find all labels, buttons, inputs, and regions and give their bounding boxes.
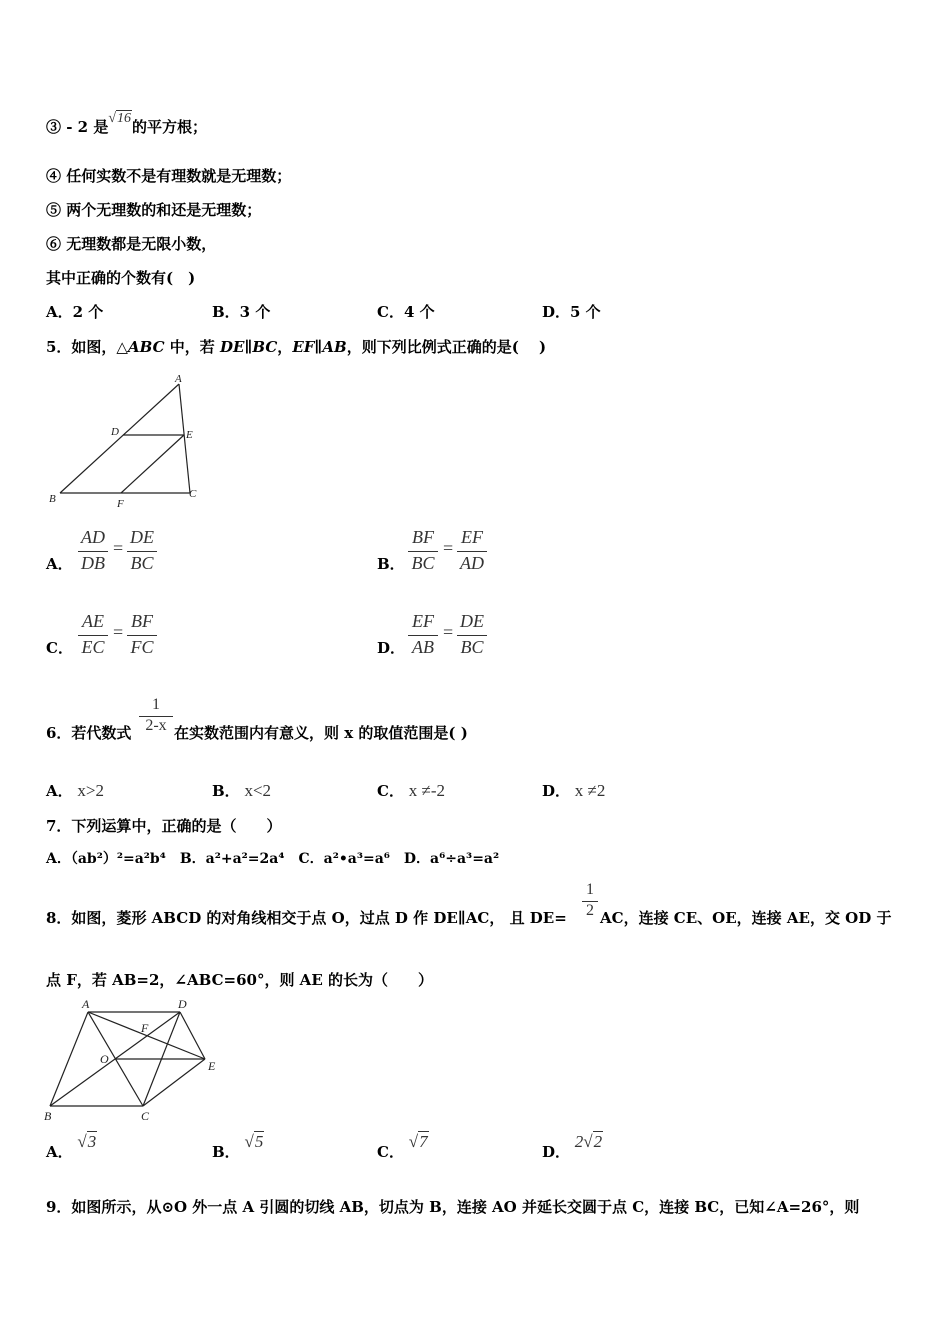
equals-sign: = [113, 538, 124, 558]
q5-option-d-label: D． [377, 639, 406, 657]
q6-option-b-value: x<2 [244, 781, 272, 800]
numerator: DE [130, 527, 154, 547]
q5-num: 5．如图，△ [46, 338, 128, 356]
q5-option-b-label: B． [377, 555, 405, 573]
q6-option-b [212, 780, 271, 801]
numerator: BF [412, 527, 434, 547]
statement-4: ④ 任何实数不是有理数就是无理数； [46, 167, 292, 185]
q6-option-c-value: x ≠-2 [408, 781, 445, 800]
label-f: F [141, 1021, 149, 1035]
segment-de [180, 1012, 205, 1059]
question-8-pre: 8．如图，菱形 ABCD 的对角线相交于点 O，过点 D 作 DE∥AC， 且 DE= [46, 909, 567, 927]
q6-option-a [46, 780, 104, 801]
q4-option-a: A．2 个 [46, 303, 104, 321]
sqrt-16: √16 [108, 111, 132, 126]
q8-option-d-label: D． [542, 1143, 571, 1161]
question-7-stem: 7．下列运算中，正确的是（ ） [46, 817, 282, 835]
coefficient: 2 [574, 1132, 584, 1151]
q5-option-a-label: A． [46, 555, 73, 573]
q5-ef: EF [292, 338, 315, 356]
q5-bc: BC [252, 338, 278, 356]
q5-t3: ，则下列比例式正确的是( ) [346, 338, 547, 356]
question-6-post: 在实数范围内有意义，则 x 的取值范围是( ) [174, 724, 468, 742]
numerator: BF [131, 611, 153, 631]
denominator: AD [460, 553, 484, 573]
q5-ab: AB [322, 338, 347, 356]
question-4-ask: 其中正确的个数有( ) [46, 269, 196, 287]
radicand: 3 [87, 1132, 97, 1151]
q4-option-b: B．3 个 [212, 303, 271, 321]
radicand: 2 [593, 1132, 603, 1151]
label-e: E [186, 429, 193, 441]
label-d: D [178, 997, 187, 1011]
label-c: C [189, 488, 197, 500]
label-a: A [82, 997, 90, 1011]
q6-option-a-value: x>2 [77, 781, 105, 800]
question-7-options: A．（ab²）²=a²b⁴ B．a²+a²=2a⁴ C．a²•a³=a⁶ D．a⁶÷a³=a² [46, 851, 500, 867]
statement-3-text: ③ - 2 是 [46, 118, 109, 136]
q6-fraction [139, 696, 173, 735]
radicand: 5 [254, 1132, 264, 1151]
q6-frac-denominator: 2-x [139, 716, 173, 735]
statement-3-tail: 的平方根； [132, 118, 208, 136]
denominator: AB [412, 637, 434, 657]
denominator: BC [460, 637, 484, 657]
numerator: AE [82, 611, 104, 631]
numerator: DE [460, 611, 484, 631]
statement-3 [46, 111, 208, 137]
rhombus-figure [40, 996, 230, 1126]
question-5-stem [46, 336, 546, 357]
numerator: AD [81, 527, 105, 547]
q5-par1: ∥ [244, 338, 253, 356]
sqrt-5: √5 [244, 1132, 264, 1151]
q5-de: DE [219, 338, 245, 356]
two-sqrt-2: 2√2 [574, 1132, 603, 1151]
equals-sign: = [443, 622, 454, 642]
q8-option-c [377, 1132, 429, 1162]
label-c: C [141, 1109, 150, 1123]
radicand: 16 [117, 111, 132, 126]
q8-option-b-label: B． [212, 1143, 240, 1161]
q8-option-a-label: A． [46, 1143, 73, 1161]
q8-option-d [542, 1132, 603, 1162]
label-o: O [100, 1052, 109, 1066]
q4-option-c: C．4 个 [377, 303, 435, 321]
label-b: B [44, 1109, 52, 1123]
q6-option-d [542, 780, 605, 801]
numerator: EF [412, 611, 434, 631]
question-6-pre: 6．若代数式 [46, 724, 132, 742]
denominator: BC [130, 553, 154, 573]
q4-option-d: D．5 个 [542, 303, 601, 321]
denominator: DB [81, 553, 105, 573]
triangle-figure [44, 370, 214, 515]
label-a: A [175, 373, 182, 385]
q8-fraction [582, 881, 598, 920]
denominator: BC [411, 553, 435, 573]
label-f: F [117, 498, 124, 510]
label-b: B [49, 493, 56, 505]
q6-frac-numerator: 1 [152, 696, 160, 713]
equals-sign: = [443, 538, 454, 558]
equals-sign: = [113, 622, 124, 642]
q8-option-c-label: C． [377, 1143, 404, 1161]
q5-abc: ABC [127, 338, 165, 356]
sqrt-7: √7 [408, 1132, 428, 1151]
q5-par2: ∥ [314, 338, 323, 356]
q8-frac-numerator: 1 [586, 881, 594, 898]
statement-5: ⑤ 两个无理数的和还是无理数； [46, 201, 262, 219]
q8-option-a [46, 1132, 97, 1162]
denominator: EC [81, 637, 105, 657]
denominator: FC [130, 637, 154, 657]
segment-ef [121, 435, 184, 493]
q6-option-b-label: B． [212, 782, 240, 800]
question-8-line2: 点 F，若 AB=2，∠ABC=60°，则 AE 的长为（ ） [46, 971, 433, 989]
q6-option-c-label: C． [377, 782, 404, 800]
q5-t1: 中，若 [164, 338, 220, 356]
q5-option-c-label: C． [46, 639, 73, 657]
numerator: EF [461, 527, 483, 547]
q6-option-a-label: A． [46, 782, 73, 800]
side-ab [60, 384, 179, 493]
sqrt-3: √3 [77, 1132, 97, 1151]
q6-option-d-value: x ≠2 [574, 781, 606, 800]
label-d: D [111, 426, 119, 438]
statement-6: ⑥ 无理数都是无限小数， [46, 235, 217, 253]
q6-option-d-label: D． [542, 782, 571, 800]
radicand: 7 [419, 1132, 428, 1151]
label-e: E [208, 1059, 216, 1073]
question-9-stem: 9．如图所示，从⊙O 外一点 A 引圆的切线 AB，切点为 B，连接 AO 并延长交圆于点 C，连接 BC，已知∠A=26°，则 [46, 1198, 860, 1216]
q8-option-b [212, 1132, 264, 1162]
q6-option-c [377, 780, 445, 801]
q8-frac-denominator: 2 [582, 901, 598, 920]
q5-t2: ， [277, 338, 293, 356]
question-8-post: AC，连接 CE、OE，连接 AE，交 OD 于 [600, 909, 892, 927]
